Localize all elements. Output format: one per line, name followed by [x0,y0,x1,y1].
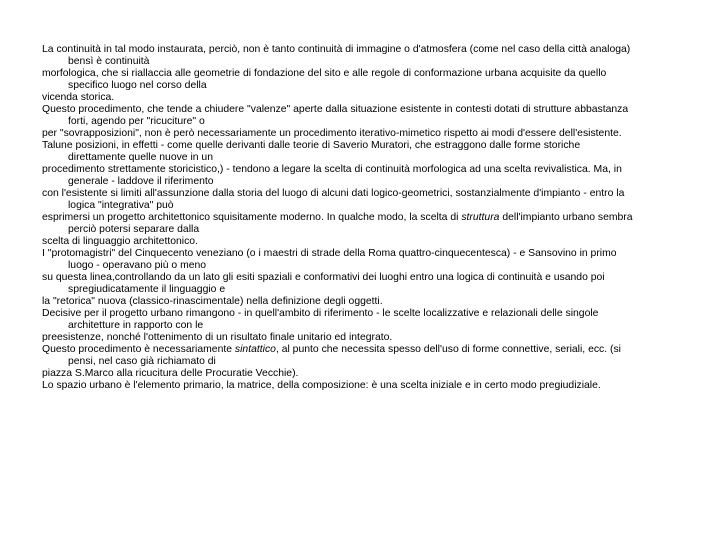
text-line: La continuità in tal modo instaurata, perciò, non è tanto continuità di immagine o d'atmosfera (come nel caso della città analoga) [42,44,631,55]
paragraph-2 [42,68,672,92]
text-line: pensi, nel caso già richiamato di [68,356,216,367]
paragraph-13 [42,296,672,308]
text-line: per "sovrapposizioni", non è però necessariamente un procedimento iterativo-mimetico rispetto ai modi d'essere dell'esistente. [42,128,622,139]
paragraph-16 [42,344,672,368]
text-line: perciò potersi separare dalla [68,224,200,235]
text-line: Talune posizioni, in effetti - come quelle derivanti dalle teorie di Saverio Muratori, che estraggono dalle forme storiche [42,140,581,151]
text-line [42,344,672,356]
text-line: con l'esistente si limiti all'assunzione dalla storia del luogo di alcuni dati logico-geometrici, sostanzialmente d'impianto - entro la [42,188,625,199]
text-line: I "protomagistri" del Cinquecento veneziano (o i maestri di strade della Roma quattro-cinquecentesca) - e Sansovino in primo [42,248,617,259]
text-line: morfologica, che si riallaccia alle geometrie di fondazione del sito e alle regole di conformazione urbana acquisite da quello [42,68,607,79]
text-segment: esprimersi un progetto architettonico squisitamente moderno. In qualche modo, la scelta di [42,212,462,223]
text-segment: dell'impianto urbano sembra [499,212,633,223]
paragraph-1 [42,44,672,68]
paragraph-4 [42,104,672,128]
text-line: Decisive per il progetto urbano rimangono - in quell'ambito di riferimento - le scelte localizzative e relazionali delle singole [42,308,599,319]
document-body [42,44,672,392]
paragraph-8 [42,188,672,212]
italic-term: struttura [461,212,500,223]
text-line: scelta di linguaggio architettonico. [42,236,198,247]
text-line: luogo - operavano più o meno [68,260,207,271]
text-line: logica "integrativa" può [68,200,174,211]
paragraph-5 [42,128,672,140]
text-line: spregiudicatamente il linguaggio e [68,284,226,295]
text-line: forti, agendo per "ricuciture" o [68,116,205,127]
paragraph-3 [42,92,672,104]
text-line: vicenda storica. [42,92,115,103]
italic-term: sintattico [234,344,276,355]
text-line: la "retorica" nuova (classico-rinascimentale) nella definizione degli oggetti. [42,296,383,307]
paragraph-7 [42,164,672,188]
text-segment: , al punto che necessita spesso dell'uso di forme connettive, seriali, ecc. (si [275,344,621,355]
paragraph-12 [42,272,672,296]
text-line: generale - laddove il riferimento [68,176,214,187]
paragraph-15 [42,332,672,344]
text-line: procedimento strettamente storicistico,) - tendono a legare la scelta di continuità morfologica ad una scelta revivalistica. Ma, in [42,164,622,175]
paragraph-9 [42,212,672,236]
text-line: bensì è continuità [68,56,150,67]
paragraph-17 [42,368,672,380]
text-line: su questa linea,controllando da un lato gli esiti spaziali e conformativi dei luoghi entro una logica di continuità e usando poi [42,272,605,283]
text-line: preesistenze, nonché l'ottenimento di un risultato finale unitario ed integrato. [42,332,393,343]
text-line [42,212,672,224]
paragraph-6 [42,140,672,164]
text-line: specifico luogo nel corso della [68,80,207,91]
text-line: architetture in rapporto con le [68,320,204,331]
paragraph-14 [42,308,672,332]
text-segment: Questo procedimento è necessariamente [42,344,235,355]
text-line: direttamente quelle nuove in un [68,152,213,163]
paragraph-11 [42,248,672,272]
text-line: Lo spazio urbano è l'elemento primario, la matrice, della composizione: è una scelta iniziale e in certo modo pregiudiziale. [42,380,601,391]
paragraph-10 [42,236,672,248]
text-line: piazza S.Marco alla ricucitura delle Procuratie Vecchie). [42,368,299,379]
paragraph-18 [42,380,672,392]
text-line: Questo procedimento, che tende a chiudere "valenze" aperte dalla situazione esistente in contesti dotati di strutture abbastanza [42,104,629,115]
